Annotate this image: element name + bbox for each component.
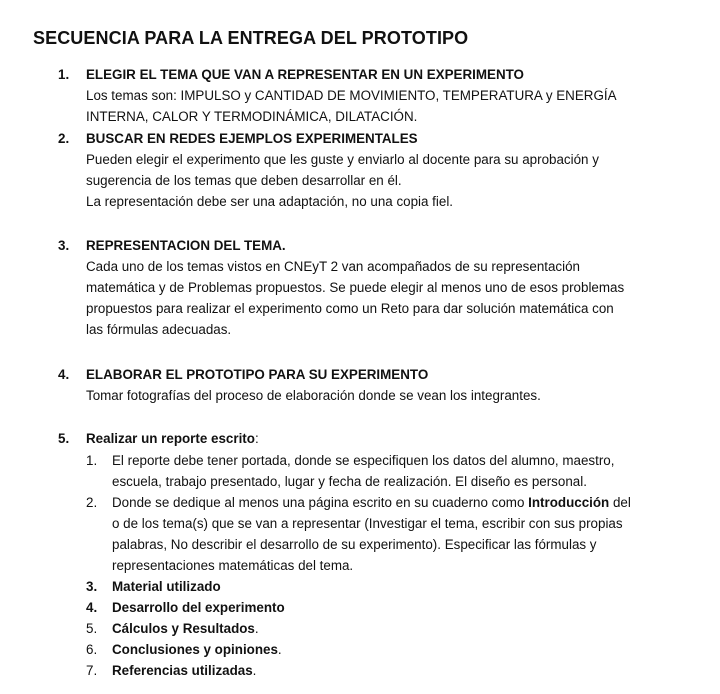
body-line: Los temas son: IMPULSO y CANTIDAD DE MOVIMIENTO, TEMPERATURA y ENERGÍA [86, 88, 617, 103]
list-text: Conclusiones y opiniones [112, 642, 278, 657]
list-suffix: . [277, 642, 282, 657]
section-3 [58, 236, 698, 340]
list-text: Material utilizado [112, 579, 221, 594]
body-line: Tomar fotografías del proceso de elaboración donde se vean los integrantes. [86, 388, 541, 403]
heading-colon: : [254, 431, 259, 446]
section-1 [58, 65, 698, 127]
list-item [86, 597, 698, 618]
body-line: INTERNA, CALOR Y TERMODINÁMICA, DILATACIÓN. [86, 109, 418, 124]
list-number: 7. [86, 663, 98, 678]
body-line: propuestos para realizar el experimento como un Reto para dar solución matemática con [86, 301, 614, 316]
section-number: 4. [58, 367, 70, 382]
list-text: Referencias utilizadas [112, 663, 253, 678]
list-line: escuela, trabajo presentado, lugar y fecha de realización. El diseño es personal. [112, 474, 587, 489]
list-line: o de los tema(s) que se van a representar (Investigar el tema, escribir con sus propias [112, 516, 623, 531]
section-5 [58, 429, 698, 681]
section-4 [58, 365, 698, 406]
list-text: Cálculos y Resultados [112, 621, 255, 636]
list-item [86, 576, 698, 597]
section-title: Realizar un reporte escrito [86, 431, 255, 446]
list-text: Desarrollo del experimento [112, 600, 285, 615]
section-number: 2. [58, 131, 70, 146]
list-number: 2. [86, 495, 98, 510]
list-suffix: . [252, 663, 257, 678]
body-line: las fórmulas adecuadas. [86, 322, 232, 337]
section-number: 3. [58, 238, 70, 253]
section-number: 5. [58, 431, 70, 446]
list-item [86, 660, 698, 681]
list-item [86, 618, 698, 639]
list-text: Donde se dedique al menos una página escrito en su cuaderno como [112, 495, 529, 510]
section-title: BUSCAR EN REDES EJEMPLOS EXPERIMENTALES [86, 131, 418, 146]
list-text: del [609, 495, 631, 510]
page-title: SECUENCIA PARA LA ENTREGA DEL PROTOTIPO [33, 28, 469, 48]
body-line: sugerencia de los temas que deben desarrollar en él. [86, 173, 402, 188]
section-title: REPRESENTACION DEL TEMA. [86, 238, 286, 253]
list-number: 6. [86, 642, 98, 657]
list-number: 3. [86, 579, 98, 594]
list-item [86, 492, 698, 576]
list-number: 5. [86, 621, 98, 636]
list-line [112, 492, 682, 513]
body-line: Pueden elegir el experimento que les guste y enviarlo al docente para su aprobación y [86, 152, 599, 167]
list-suffix: . [254, 621, 259, 636]
body-line: matemática y de Problemas propuestos. Se puede elegir al menos uno de esos problemas [86, 280, 625, 295]
list-item [86, 639, 698, 660]
body-line: Cada uno de los temas vistos en CNEyT 2 van acompañados de su representación [86, 259, 581, 274]
list-line: representaciones matemáticas del tema. [112, 558, 354, 573]
list-number: 4. [86, 600, 98, 615]
section-title: ELABORAR EL PROTOTIPO PARA SU EXPERIMENTO [86, 367, 429, 382]
section-number: 1. [58, 67, 70, 82]
list-line: El reporte debe tener portada, donde se especifiquen los datos del alumno, maestro, [112, 453, 615, 468]
list-item [86, 450, 698, 492]
section-title: ELEGIR EL TEMA QUE VAN A REPRESENTAR EN UN EXPERIMENTO [86, 67, 524, 82]
list-line: palabras, No describir el desarrollo de su experimento). Especificar las fórmulas y [112, 537, 597, 552]
list-number: 1. [86, 453, 98, 468]
section-2 [58, 129, 698, 212]
body-line: La representación debe ser una adaptación, no una copia fiel. [86, 194, 454, 209]
list-text-bold: Introducción [528, 495, 610, 510]
